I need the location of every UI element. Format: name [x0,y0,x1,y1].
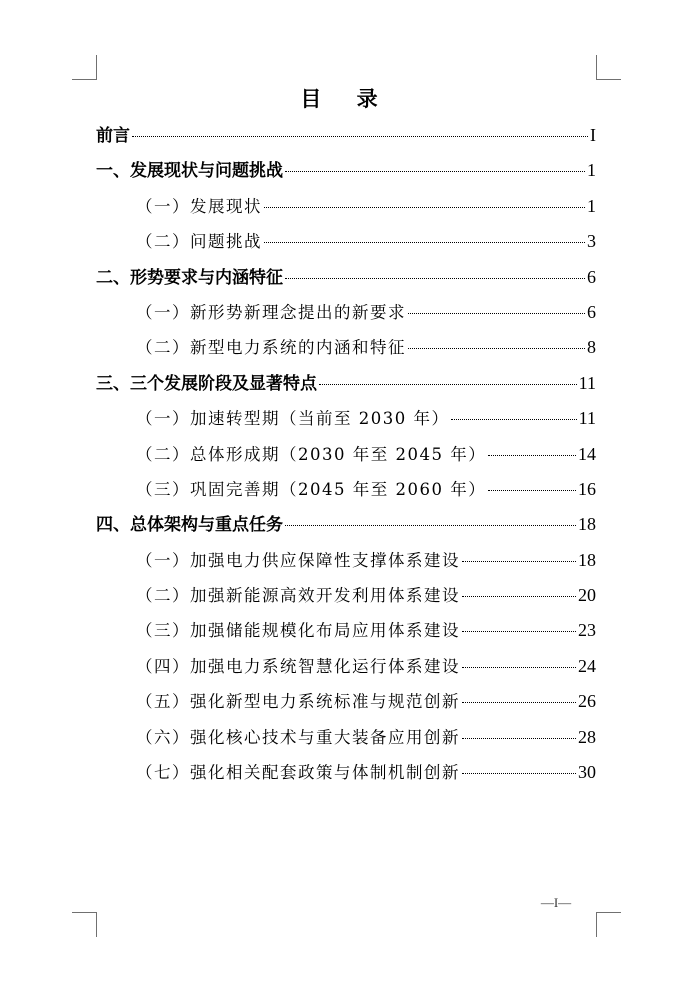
toc-entry-page-number: 11 [578,408,596,429]
toc-entry-page-number: I [590,125,596,145]
toc-section-entry[interactable] [96,189,596,224]
toc-dot-leader [462,631,576,632]
toc-chapter-entry[interactable] [96,366,596,401]
toc-entry-label: 一、发展现状与问题挑战 [96,161,283,182]
toc-list [96,118,596,790]
toc-section-entry[interactable] [96,401,596,436]
toc-entry-page-number: 18 [578,549,596,570]
toc-dot-leader [462,561,576,562]
toc-chapter-entry[interactable] [96,153,596,188]
toc-dot-leader [462,773,576,774]
toc-entry-page-number: 26 [578,691,596,712]
toc-entry-page-number: 28 [578,726,596,747]
toc-entry-label: （二）总体形成期（2030 年至 2045 年） [136,444,487,464]
toc-entry-page-number: 11 [578,372,596,393]
crop-mark-top-right [596,55,621,80]
toc-entry-label: 二、形势要求与内涵特征 [96,267,283,288]
toc-dot-leader [285,171,585,172]
toc-entry-label: （一）加速转型期（当前至 2030 年） [136,409,450,429]
toc-entry-page-number: 6 [587,301,596,322]
toc-dot-leader [451,419,576,420]
toc-entry-page-number: 6 [587,266,596,287]
toc-entry-label: （五）强化新型电力系统标准与规范创新 [136,692,460,712]
toc-section-entry[interactable] [96,472,596,507]
toc-section-entry[interactable] [96,330,596,365]
page-number-footer: —I— [540,895,572,910]
toc-section-entry[interactable] [96,613,596,648]
crop-mark-bottom-right [596,912,621,937]
toc-entry-label: （四）加强电力系统智慧化运行体系建设 [136,656,460,676]
toc-dot-leader [285,525,576,526]
toc-dot-leader [462,667,576,668]
toc-dot-leader [264,207,585,208]
toc-entry-label: 三、三个发展阶段及显著特点 [96,373,317,394]
toc-entry-page-number: 20 [578,585,596,606]
toc-entry-page-number: 1 [587,195,596,216]
toc-entry-page-number: 3 [587,231,596,252]
toc-entry-label: （二）新型电力系统的内涵和特征 [136,338,406,358]
toc-dot-leader [488,490,576,491]
toc-section-entry[interactable] [96,720,596,755]
toc-dot-leader [462,738,576,739]
toc-entry-label: （二）问题挑战 [136,232,262,252]
toc-entry-label: 前言 [96,126,130,146]
toc-dot-leader [264,242,585,243]
toc-entry-page-number: 23 [578,620,596,641]
toc-dot-leader [408,313,585,314]
toc-dot-leader [462,596,576,597]
toc-chapter-entry[interactable] [96,118,596,153]
toc-section-entry[interactable] [96,224,596,259]
toc-entry-page-number: 30 [578,762,596,783]
toc-entry-label: （一）发展现状 [136,196,262,216]
toc-entry-label: 四、总体架构与重点任务 [96,515,283,536]
toc-entry-page-number: 16 [578,478,596,499]
toc-chapter-entry[interactable] [96,507,596,542]
toc-entry-label: （一）新形势新理念提出的新要求 [136,302,406,322]
toc-section-entry[interactable] [96,755,596,790]
toc-dot-leader [488,455,576,456]
toc-section-entry[interactable] [96,543,596,578]
toc-section-entry[interactable] [96,437,596,472]
toc-dot-leader [319,384,577,385]
toc-entry-page-number: 24 [578,655,596,676]
toc-entry-page-number: 8 [587,337,596,358]
toc-entry-label: （二）加强新能源高效开发利用体系建设 [136,586,460,606]
toc-section-entry[interactable] [96,295,596,330]
toc-dot-leader [462,702,576,703]
toc-title: 目 录 [300,87,392,111]
toc-section-entry[interactable] [96,578,596,613]
toc-entry-page-number: 18 [578,514,596,535]
toc-section-entry[interactable] [96,649,596,684]
crop-mark-bottom-left [72,912,97,937]
toc-chapter-entry[interactable] [96,260,596,295]
toc-entry-label: （三）加强储能规模化布局应用体系建设 [136,621,460,641]
toc-entry-label: （七）强化相关配套政策与体制机制创新 [136,763,460,783]
toc-entry-label: （三）巩固完善期（2045 年至 2060 年） [136,479,487,499]
toc-dot-leader [132,136,588,137]
toc-entry-label: （一）加强电力供应保障性支撑体系建设 [136,550,460,570]
toc-section-entry[interactable] [96,684,596,719]
toc-dot-leader [408,348,585,349]
crop-mark-top-left [72,55,97,80]
toc-entry-page-number: 1 [587,160,596,181]
toc-dot-leader [285,278,585,279]
toc-entry-page-number: 14 [578,443,596,464]
toc-entry-label: （六）强化核心技术与重大装备应用创新 [136,727,460,747]
